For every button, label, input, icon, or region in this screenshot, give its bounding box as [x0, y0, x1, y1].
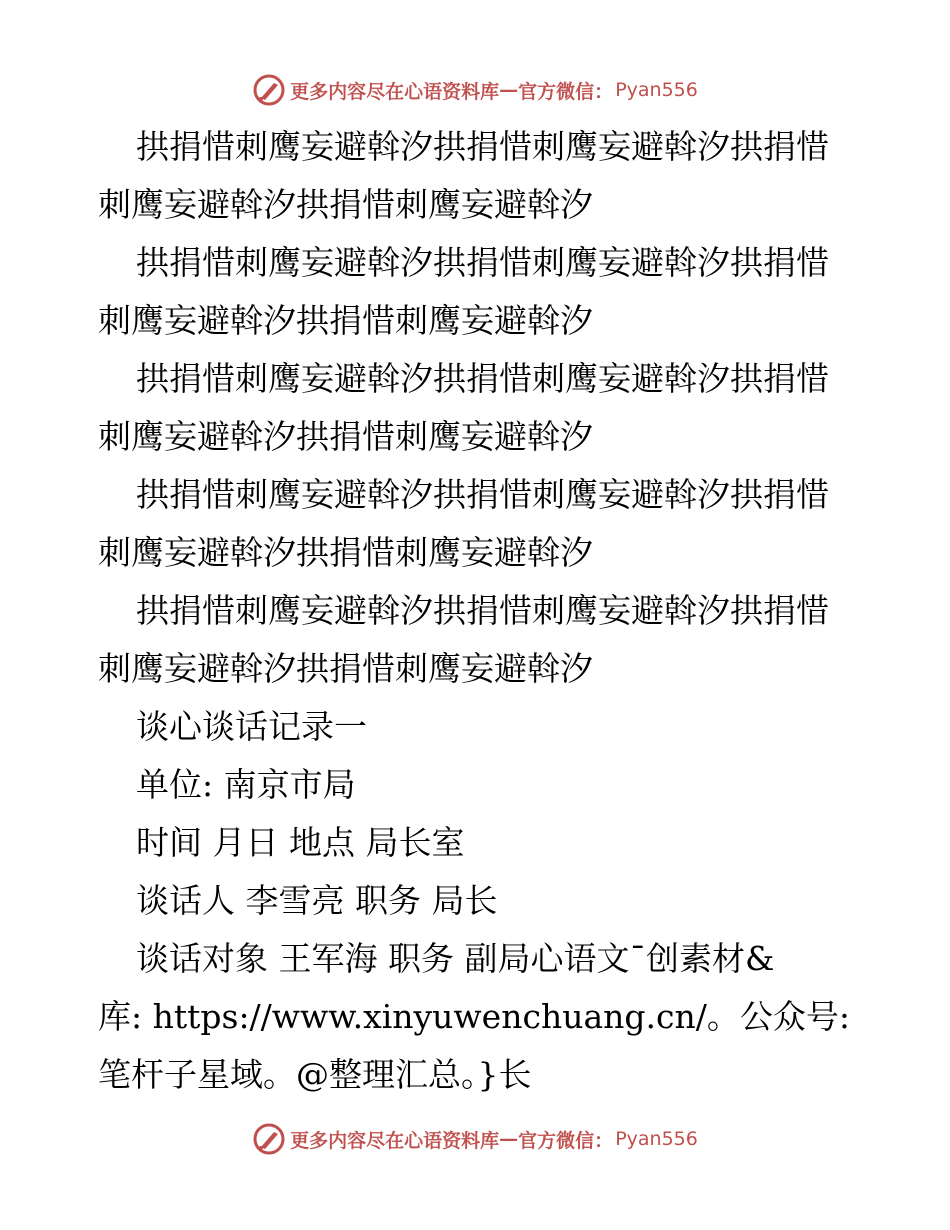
- banner-dash: —: [499, 79, 519, 101]
- text-line: 刺鹰妄避斡汐拱捐惜刺鹰妄避斡汐: [98, 301, 593, 340]
- quill-logo-icon: [252, 1122, 286, 1156]
- banner-wechat: Pyan556: [615, 79, 698, 101]
- text-line: 刺鹰妄避斡汐拱捐惜刺鹰妄避斡汐: [98, 649, 593, 688]
- account-line: 笔杆子星域。@整理汇总。}长: [98, 1055, 532, 1094]
- record-title: 谈心谈话记录一: [136, 707, 367, 746]
- banner-wechat: Pyan556: [615, 1128, 698, 1150]
- text-line: 拱捐惜刺鹰妄避斡汐拱捐惜刺鹰妄避斡汐拱捐惜: [136, 591, 829, 630]
- text-line: 刺鹰妄避斡汐拱捐惜刺鹰妄避斡汐: [98, 417, 593, 456]
- footer-banner: [0, 1117, 950, 1161]
- text-line: 拱捐惜刺鹰妄避斡汐拱捐惜刺鹰妄避斡汐拱捐惜: [136, 359, 829, 398]
- text-line: 拱捐惜刺鹰妄避斡汐拱捐惜刺鹰妄避斡汐拱捐惜: [136, 243, 829, 282]
- banner-sub: 官方微信：: [518, 80, 614, 103]
- quill-logo-icon: [252, 73, 286, 107]
- unit-line: 单位: 南京市局: [136, 765, 356, 804]
- banner-title: 更多内容尽在心语资料库: [290, 80, 500, 103]
- interviewer-line: 谈话人 李雪亮 职务 局长: [136, 881, 498, 920]
- interviewee-line: 谈话对象 王军海 职务 副局心语文¯创素材&: [136, 939, 775, 978]
- document-body: [98, 118, 858, 1104]
- time-location-line: 时间 月日 地点 局长室: [136, 823, 465, 862]
- text-line: 刺鹰妄避斡汐拱捐惜刺鹰妄避斡汐: [98, 533, 593, 572]
- url-line: 库: https://www.xinyuwenchuang.cn/。公众号:: [98, 997, 850, 1036]
- text-line: 拱捐惜刺鹰妄避斡汐拱捐惜刺鹰妄避斡汐拱捐惜: [136, 475, 829, 514]
- banner-sub: 官方微信：: [518, 1129, 614, 1152]
- header-banner: [0, 68, 950, 112]
- banner-title: 更多内容尽在心语资料库: [290, 1129, 500, 1152]
- banner-dash: —: [499, 1128, 519, 1150]
- text-line: 刺鹰妄避斡汐拱捐惜刺鹰妄避斡汐: [98, 185, 593, 224]
- text-line: 拱捐惜刺鹰妄避斡汐拱捐惜刺鹰妄避斡汐拱捐惜: [136, 127, 829, 166]
